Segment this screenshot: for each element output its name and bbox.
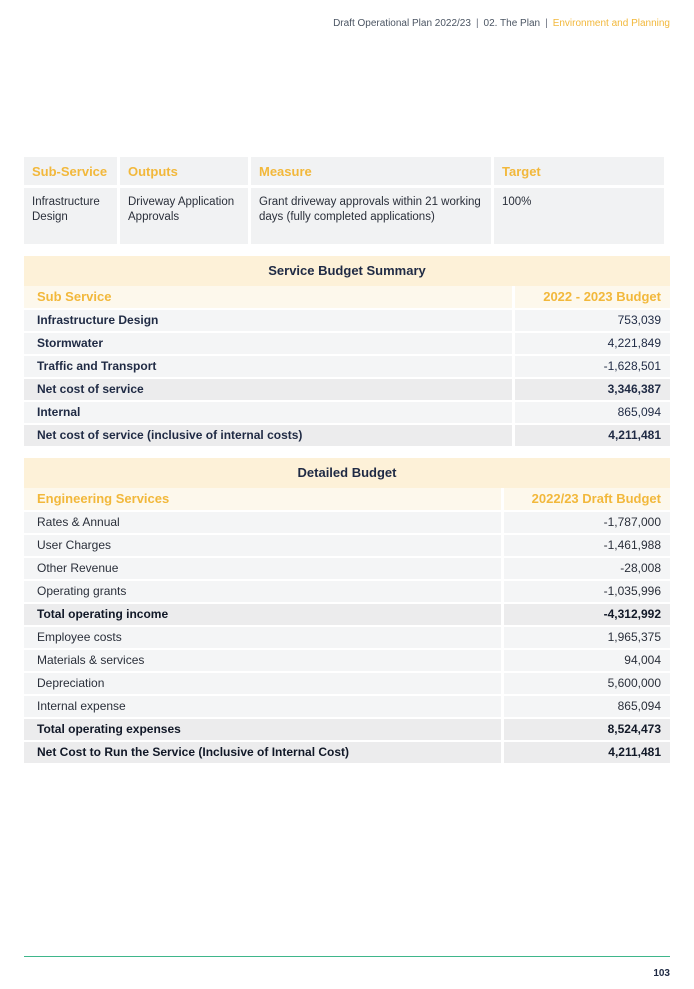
page-number: 103: [653, 968, 670, 979]
row-value: 4,211,481: [504, 742, 670, 763]
table-row-total: [24, 604, 670, 625]
row-value: 865,094: [515, 402, 670, 423]
row-label: Other Revenue: [24, 558, 501, 579]
cell-target: 100%: [494, 188, 664, 244]
header-target: Target: [494, 157, 664, 185]
summary-title: Service Budget Summary: [24, 256, 670, 286]
detailed-col-service: Engineering Services: [24, 488, 501, 510]
row-label: Total operating income: [24, 604, 501, 625]
separator: |: [475, 18, 479, 29]
row-label: Traffic and Transport: [24, 356, 512, 377]
table-row-total: [24, 719, 670, 740]
row-label: Internal expense: [24, 696, 501, 717]
row-value: 8,524,473: [504, 719, 670, 740]
row-label: Net cost of service (inclusive of internal costs): [24, 425, 512, 446]
detailed-header-row: [24, 488, 670, 510]
row-value: 1,965,375: [504, 627, 670, 648]
header-sub-service: Sub-Service: [24, 157, 117, 185]
row-value: -1,461,988: [504, 535, 670, 556]
separator: |: [545, 18, 548, 29]
table-row-total: [24, 742, 670, 763]
row-value: 753,039: [515, 310, 670, 331]
table-row-total: [24, 379, 670, 400]
row-label: Depreciation: [24, 673, 501, 694]
row-label: Rates & Annual: [24, 512, 501, 533]
row-value: -1,035,996: [504, 581, 670, 602]
summary-col-budget: 2022 - 2023 Budget: [515, 286, 670, 308]
section-name: 02. The Plan: [483, 18, 541, 29]
header-outputs: Outputs: [120, 157, 248, 185]
table-row: [24, 581, 670, 602]
outputs-table: [21, 154, 667, 247]
cell-outputs: Driveway Application Approvals: [120, 188, 248, 244]
table-row: [24, 512, 670, 533]
row-value: 94,004: [504, 650, 670, 671]
row-value: 4,211,481: [515, 425, 670, 446]
table-row-total: [24, 425, 670, 446]
summary-col-sub-service: Sub Service: [24, 286, 512, 308]
detailed-title: Detailed Budget: [24, 458, 670, 488]
row-label: User Charges: [24, 535, 501, 556]
table-row: [24, 627, 670, 648]
summary-header-row: [24, 286, 670, 308]
table-row: [24, 310, 670, 331]
table-row: [24, 558, 670, 579]
row-value: 3,346,387: [515, 379, 670, 400]
header-measure: Measure: [251, 157, 491, 185]
row-label: Materials & services: [24, 650, 501, 671]
footer-divider: [24, 956, 670, 957]
table-row: [24, 673, 670, 694]
row-label: Net cost of service: [24, 379, 512, 400]
table-row: [24, 356, 670, 377]
row-value: -28,008: [504, 558, 670, 579]
row-value: -1,628,501: [515, 356, 670, 377]
outputs-table-header: [24, 157, 664, 185]
row-label: Operating grants: [24, 581, 501, 602]
service-budget-summary: [24, 256, 670, 446]
row-label: Total operating expenses: [24, 719, 501, 740]
row-label: Infrastructure Design: [24, 310, 512, 331]
row-label: Employee costs: [24, 627, 501, 648]
table-row: [24, 188, 664, 244]
cell-sub-service: Infrastructure Design: [24, 188, 117, 244]
detailed-budget: [24, 458, 670, 763]
table-row: [24, 402, 670, 423]
row-value: -4,312,992: [504, 604, 670, 625]
row-label: Stormwater: [24, 333, 512, 354]
detailed-col-budget: 2022/23 Draft Budget: [504, 488, 670, 510]
cell-measure: Grant driveway approvals within 21 working days (fully completed applications): [251, 188, 491, 244]
row-value: 4,221,849: [515, 333, 670, 354]
row-label: Net Cost to Run the Service (Inclusive of Internal Cost): [24, 742, 501, 763]
table-row: [24, 535, 670, 556]
row-value: 5,600,000: [504, 673, 670, 694]
subsection-name: Environment and Planning: [552, 18, 670, 29]
doc-title: Draft Operational Plan 2022/23: [333, 18, 471, 29]
table-row: [24, 696, 670, 717]
row-value: 865,094: [504, 696, 670, 717]
page-header: [333, 18, 670, 29]
row-value: -1,787,000: [504, 512, 670, 533]
table-row: [24, 650, 670, 671]
table-row: [24, 333, 670, 354]
row-label: Internal: [24, 402, 512, 423]
